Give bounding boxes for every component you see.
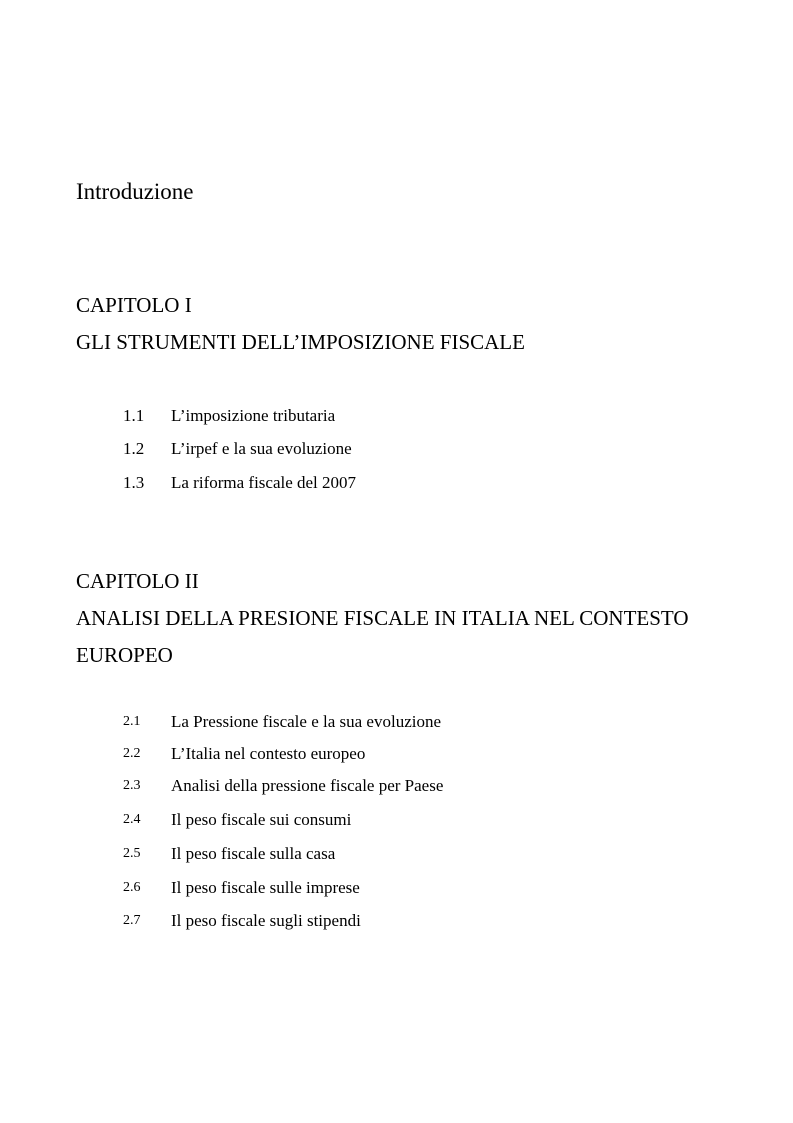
section-number: 2.6 xyxy=(123,880,141,895)
section-number: 2.1 xyxy=(123,714,141,729)
section-number: 2.2 xyxy=(123,746,141,761)
chapter-2-title-line-1: ANALISI DELLA PRESIONE FISCALE IN ITALIA NEL CONTESTO xyxy=(76,606,689,630)
section-title: L’irpef e la sua evoluzione xyxy=(171,439,352,458)
section-title: Analisi della pressione fiscale per Paese xyxy=(171,776,444,795)
chapter-1-label: CAPITOLO I xyxy=(76,293,192,317)
section-title: L’imposizione tributaria xyxy=(171,406,336,425)
toc-entry-2-4 xyxy=(0,811,793,833)
section-title: Il peso fiscale sulle imprese xyxy=(171,878,360,897)
section-title: L’Italia nel contesto europeo xyxy=(171,744,366,763)
toc-entry-1-1 xyxy=(0,407,793,429)
section-number: 1.2 xyxy=(123,439,145,458)
toc-entry-1-2 xyxy=(0,440,793,462)
toc-entry-2-3 xyxy=(0,777,793,799)
toc-entry-2-2 xyxy=(0,745,793,767)
intro-heading: Introduzione xyxy=(76,179,194,204)
section-title: La riforma fiscale del 2007 xyxy=(171,473,357,492)
section-number: 2.7 xyxy=(123,913,141,928)
section-number: 2.3 xyxy=(123,778,141,793)
section-title: Il peso fiscale sui consumi xyxy=(171,810,352,829)
toc-entry-2-1 xyxy=(0,713,793,735)
section-number: 2.4 xyxy=(123,812,141,827)
section-title: Il peso fiscale sulla casa xyxy=(171,844,336,863)
section-number: 1.3 xyxy=(123,473,145,492)
section-number: 1.1 xyxy=(123,406,145,425)
section-number: 2.5 xyxy=(123,846,141,861)
toc-entry-2-7 xyxy=(0,912,793,934)
chapter-2-label: CAPITOLO II xyxy=(76,569,199,593)
toc-entry-2-5 xyxy=(0,845,793,867)
section-title: La Pressione fiscale e la sua evoluzione xyxy=(171,712,442,731)
toc-entry-1-3 xyxy=(0,474,793,496)
chapter-1-title: GLI STRUMENTI DELL’IMPOSIZIONE FISCALE xyxy=(76,330,525,354)
section-title: Il peso fiscale sugli stipendi xyxy=(171,911,361,930)
chapter-2-title-line-2: EUROPEO xyxy=(76,643,173,667)
toc-entry-2-6 xyxy=(0,879,793,901)
